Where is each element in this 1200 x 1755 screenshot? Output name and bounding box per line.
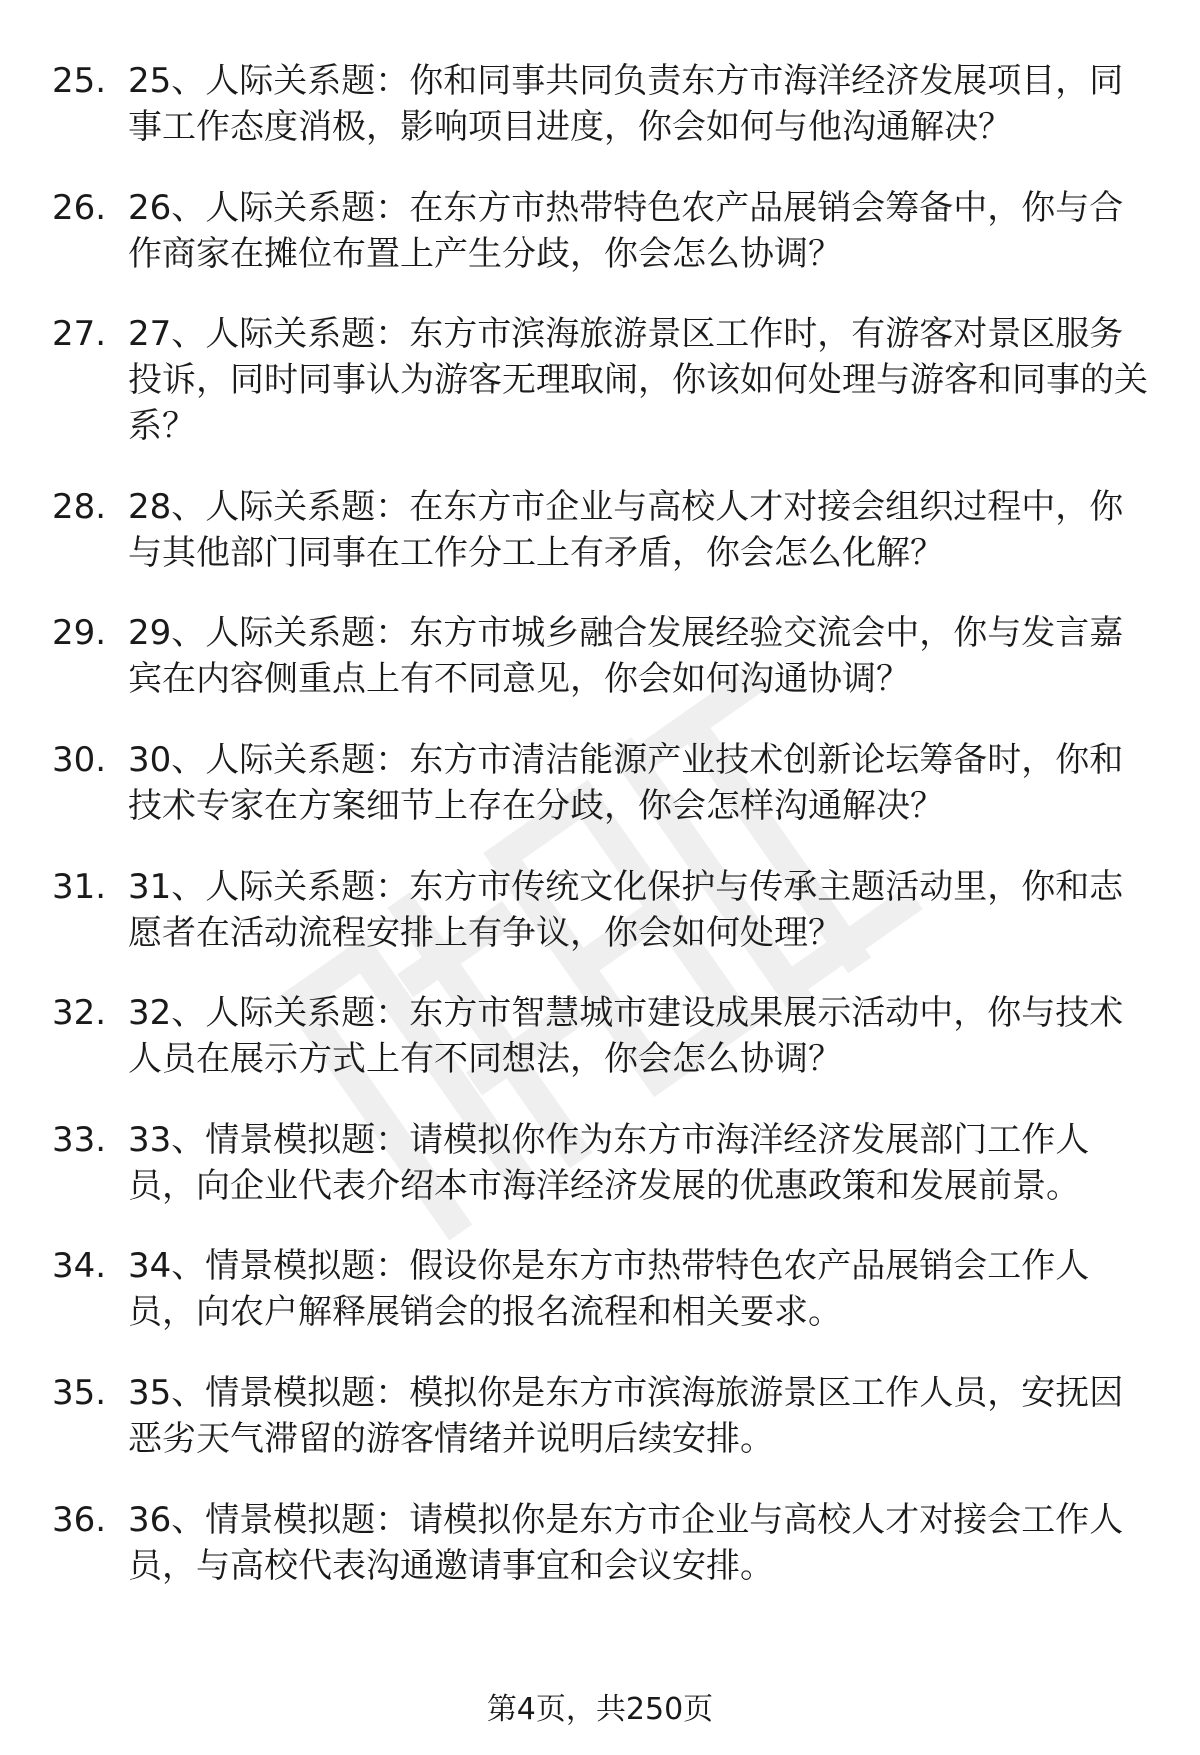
question-item [52, 58, 1152, 150]
question-number: 28. [52, 486, 107, 527]
question-text: 28、人际关系题：在东方市企业与高校人才对接会组织过程中，你与其他部门同事在工作分工上有矛盾，你会怎么化解？ [128, 486, 1124, 573]
question-item [52, 610, 1152, 702]
question-item [52, 737, 1152, 829]
question-number: 29. [52, 613, 107, 654]
question-text: 33、情景模拟题：请模拟你作为东方市海洋经济发展部门工作人员，向企业代表介绍本市海洋经济发展的优惠政策和发展前景。 [128, 1119, 1090, 1206]
question-text: 25、人际关系题：你和同事共同负责东方市海洋经济发展项目，同事工作态度消极，影响项目进度，你会如何与他沟通解决？ [128, 61, 1124, 147]
question-item [52, 1117, 1152, 1209]
question-text: 30、人际关系题：东方市清洁能源产业技术创新论坛筹备时，你和技术专家在方案细节上存在分歧，你会怎样沟通解决？ [128, 739, 1124, 826]
question-text: 26、人际关系题：在东方市热带特色农产品展销会筹备中，你与合作商家在摊位布置上产生分歧，你会怎么协调？ [128, 187, 1124, 274]
question-text: 35、情景模拟题：模拟你是东方市滨海旅游景区工作人员，安抚因恶劣天气滞留的游客情绪并说明后续安排。 [128, 1372, 1124, 1459]
question-text: 29、人际关系题：东方市城乡融合发展经验交流会中，你与发言嘉宾在内容侧重点上有不同意见，你会如何沟通协调？ [128, 613, 1124, 700]
question-number: 30. [52, 739, 107, 780]
question-item [52, 1497, 1152, 1589]
question-number: 26. [52, 187, 107, 228]
question-item [52, 185, 1152, 277]
question-number: 27. [52, 314, 107, 355]
question-text: 36、情景模拟题：请模拟你是东方市企业与高校人才对接会工作人员，与高校代表沟通邀请事宜和会议安排。 [128, 1499, 1124, 1586]
question-item [52, 1243, 1152, 1335]
question-text: 32、人际关系题：东方市智慧城市建设成果展示活动中，你与技术人员在展示方式上有不同想法，你会怎么协调？ [128, 993, 1124, 1080]
question-text: 34、情景模拟题：假设你是东方市热带特色农产品展销会工作人员，向农户解释展销会的报名流程和相关要求。 [128, 1246, 1090, 1333]
question-number: 31. [52, 866, 107, 907]
question-number: 35. [52, 1372, 107, 1413]
question-number: 32. [52, 993, 107, 1034]
question-item [52, 484, 1152, 576]
question-number: 36. [52, 1499, 107, 1540]
question-number: 25. [52, 61, 107, 101]
question-number: 34. [52, 1246, 107, 1287]
question-item [52, 311, 1152, 449]
question-number: 33. [52, 1119, 107, 1160]
question-item [52, 990, 1152, 1082]
question-list [52, 58, 1152, 1623]
question-text: 31、人际关系题：东方市传统文化保护与传承主题活动里，你和志愿者在活动流程安排上有争议，你会如何处理？ [128, 866, 1124, 953]
question-item [52, 864, 1152, 956]
question-item [52, 1370, 1152, 1462]
page-footer: 第4页，共250页 [486, 1692, 714, 1727]
question-text: 27、人际关系题：东方市滨海旅游景区工作时，有游客对景区服务投诉，同时同事认为游客无理取闹，你该如何处理与游客和同事的关系？ [128, 314, 1148, 447]
